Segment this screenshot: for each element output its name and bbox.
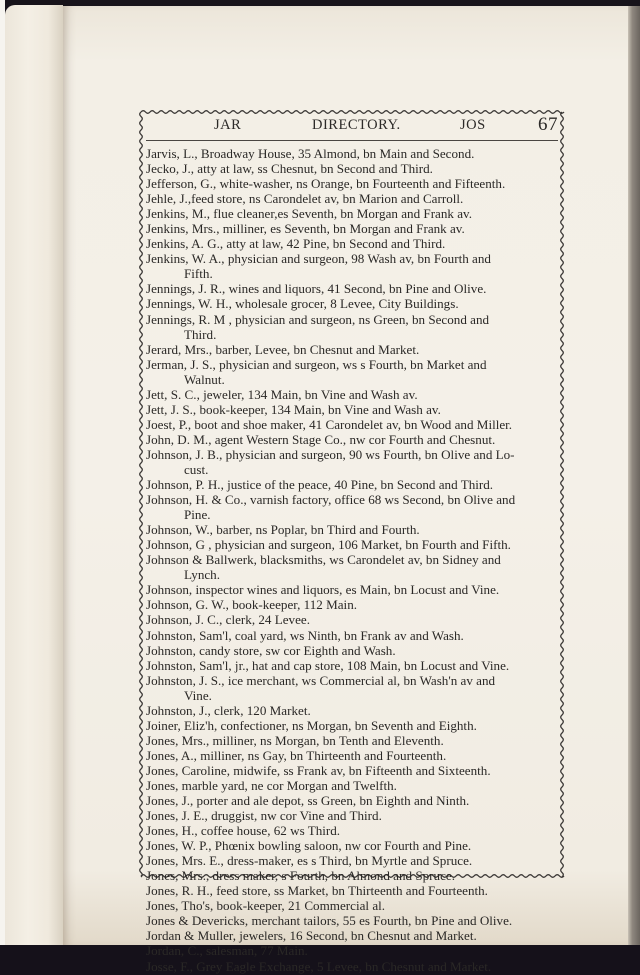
entry-text: Jerard, Mrs., barber, Levee, bn Chesnut and Market. bbox=[146, 341, 420, 357]
directory-entry bbox=[146, 402, 560, 417]
entry-text: Jennings, R. M , physician and surgeon, ns Green, bn Second and bbox=[146, 311, 490, 327]
directory-entry bbox=[146, 718, 560, 733]
entry-continuation: Vine. bbox=[184, 687, 212, 703]
entry-text: Jones, Mrs. E., dress-maker, es s Third, bn Myrtle and Spruce. bbox=[146, 853, 473, 869]
entry-text: John, D. M., agent Western Stage Co., nw cor Fourth and Chesnut. bbox=[146, 431, 496, 447]
entry-text: Johnson, J. C., clerk, 24 Levee. bbox=[146, 612, 311, 628]
directory-entry bbox=[146, 959, 560, 974]
entry-text: Johnston, candy store, sw cor Eighth and Wash. bbox=[146, 642, 396, 658]
directory-entries bbox=[146, 146, 560, 974]
entry-continuation: Lynch. bbox=[184, 567, 221, 583]
entry-continuation: Fifth. bbox=[184, 266, 213, 282]
entry-text: Jones, W. P., Phœnix bowling saloon, nw cor Fourth and Pine. bbox=[146, 838, 472, 854]
entry-text: Jones, A., milliner, ns Gay, bn Thirteenth and Fourteenth. bbox=[146, 747, 447, 763]
directory-entry bbox=[146, 793, 560, 808]
entry-text: Jones & Devericks, merchant tailors, 55 es Fourth, bn Pine and Olive. bbox=[146, 913, 513, 929]
entry-text: Jones, Tho's, book-keeper, 21 Commercial al. bbox=[146, 898, 386, 914]
entry-text: Jones, H., coffee house, 62 ws Third. bbox=[146, 823, 341, 839]
entry-text: Jecko, J., atty at law, ss Chesnut, bn Second and Third. bbox=[146, 161, 433, 177]
entry-text: Johnson, P. H., justice of the peace, 40 Pine, bn Second and Third. bbox=[146, 477, 494, 493]
directory-entry bbox=[146, 161, 560, 176]
directory-entry bbox=[146, 808, 560, 823]
directory-entry bbox=[146, 552, 560, 582]
directory-entry bbox=[146, 342, 560, 357]
directory-entry bbox=[146, 943, 560, 958]
directory-entry bbox=[146, 537, 560, 552]
directory-entry bbox=[146, 236, 560, 251]
entry-text: Jerman, J. S., physician and surgeon, ws s Fourth, bn Market and bbox=[146, 356, 487, 372]
directory-entry bbox=[146, 673, 560, 703]
entry-text: Jennings, J. R., wines and liquors, 41 Second, bn Pine and Olive. bbox=[146, 281, 487, 297]
directory-entry bbox=[146, 432, 560, 447]
page-curl-left bbox=[5, 5, 63, 945]
entry-text: Jones, R. H., feed store, ss Market, bn Thirteenth and Fourteenth. bbox=[146, 883, 488, 899]
directory-entry bbox=[146, 522, 560, 537]
entry-text: Jordan, C., salesman, 77 Main. bbox=[146, 943, 308, 959]
directory-entry bbox=[146, 763, 560, 778]
entry-text: Johnson, W., barber, ns Poplar, bn Third and Fourth. bbox=[146, 522, 420, 538]
entry-text: Johnson, J. B., physician and surgeon, 90 ws Fourth, bn Olive and Lo- bbox=[146, 446, 515, 462]
directory-entry bbox=[146, 733, 560, 748]
border-right bbox=[561, 112, 564, 877]
entry-text: Jehle, J.,feed store, ns Carondelet av, bn Marion and Carroll. bbox=[146, 191, 464, 207]
border-left bbox=[140, 112, 143, 877]
entry-text: Johnson & Ballwerk, blacksmiths, ws Carondelet av, bn Sidney and bbox=[146, 552, 501, 568]
page-number: 67 bbox=[538, 114, 558, 135]
directory-entry bbox=[146, 312, 560, 342]
directory-entry bbox=[146, 643, 560, 658]
entry-text: Johnson, G. W., book-keeper, 112 Main. bbox=[146, 597, 358, 613]
directory-entry bbox=[146, 417, 560, 432]
entry-text: Jefferson, G., white-washer, ns Orange, bn Fourteenth and Fifteenth. bbox=[146, 176, 506, 192]
page-edge-right bbox=[628, 6, 640, 946]
guide-word-left: JAR bbox=[214, 117, 242, 133]
entry-text: Johnson, inspector wines and liquors, es Main, bn Locust and Vine. bbox=[146, 582, 500, 598]
directory-entry bbox=[146, 928, 560, 943]
entry-text: Jenkins, A. G., atty at law, 42 Pine, bn Second and Third. bbox=[146, 236, 446, 252]
directory-entry bbox=[146, 823, 560, 838]
directory-entry bbox=[146, 191, 560, 206]
entry-text: Johnson, G , physician and surgeon, 106 Market, bn Fourth and Fifth. bbox=[146, 537, 511, 553]
entry-text: Joest, P., boot and shoe maker, 41 Carondelet av, bn Wood and Miller. bbox=[146, 416, 513, 432]
directory-entry bbox=[146, 447, 560, 477]
directory-entry bbox=[146, 582, 560, 597]
directory-entry bbox=[146, 703, 560, 718]
directory-entry bbox=[146, 221, 560, 236]
header-rule bbox=[146, 140, 558, 141]
entry-text: Jenkins, W. A., physician and surgeon, 98 Wash av, bn Fourth and bbox=[146, 251, 491, 267]
entry-continuation: Walnut. bbox=[184, 371, 225, 387]
entry-text: Jones, Mrs., dress maker, s Fourth, bn Almond and Spruce. bbox=[146, 868, 455, 884]
border-top bbox=[141, 111, 564, 114]
directory-entry bbox=[146, 206, 560, 221]
entry-text: Jenkins, M., flue cleaner,es Seventh, bn Morgan and Frank av. bbox=[146, 206, 473, 222]
directory-entry bbox=[146, 281, 560, 296]
directory-entry bbox=[146, 597, 560, 612]
directory-entry bbox=[146, 913, 560, 928]
entry-text: Johnston, Sam'l, coal yard, ws Ninth, bn Frank av and Wash. bbox=[146, 627, 464, 643]
directory-entry bbox=[146, 883, 560, 898]
directory-entry bbox=[146, 853, 560, 868]
directory-entry bbox=[146, 868, 560, 883]
directory-entry bbox=[146, 251, 560, 281]
entry-text: Johnston, J. S., ice merchant, ws Commercial al, bn Wash'n av and bbox=[146, 672, 496, 688]
entry-text: Johnson, H. & Co., varnish factory, office 68 ws Second, bn Olive and bbox=[146, 492, 516, 508]
directory-entry bbox=[146, 477, 560, 492]
entry-text: Jett, J. S., book-keeper, 134 Main, bn Vine and Wash av. bbox=[146, 401, 441, 417]
entry-text: Jones, Caroline, midwife, ss Frank av, bn Fifteenth and Sixteenth. bbox=[146, 762, 491, 778]
entry-text: Jordan & Muller, jewelers, 16 Second, bn Chesnut and Market. bbox=[146, 928, 477, 944]
running-head bbox=[146, 115, 558, 137]
entry-text: Jones, J. E., druggist, nw cor Vine and Third. bbox=[146, 808, 382, 824]
entry-text: Jones, marble yard, ne cor Morgan and Twelfth. bbox=[146, 777, 397, 793]
entry-text: Jett, S. C., jeweler, 134 Main, bn Vine and Wash av. bbox=[146, 386, 418, 402]
guide-word-right: JOS bbox=[460, 117, 486, 133]
entry-text: Johnston, J., clerk, 120 Market. bbox=[146, 702, 311, 718]
entry-text: Josse, F., Grey Eagle Exchange, 5 Levee, bn Chesnut and Market. bbox=[146, 958, 492, 974]
entry-text: Jones, J., porter and ale depot, ss Green, bn Eighth and Ninth. bbox=[146, 793, 470, 809]
entry-text: Jennings, W. H., wholesale grocer, 8 Levee, City Buildings. bbox=[146, 296, 459, 312]
directory-entry bbox=[146, 357, 560, 387]
directory-entry bbox=[146, 296, 560, 311]
directory-entry bbox=[146, 492, 560, 522]
directory-entry bbox=[146, 838, 560, 853]
directory-entry bbox=[146, 748, 560, 763]
directory-entry bbox=[146, 778, 560, 793]
entry-text: Jones, Mrs., milliner, ns Morgan, bn Tenth and Eleventh. bbox=[146, 732, 444, 748]
entry-text: Johnston, Sam'l, jr., hat and cap store, 108 Main, bn Locust and Vine. bbox=[146, 657, 510, 673]
entry-text: Jenkins, Mrs., milliner, es Seventh, bn Morgan and Frank av. bbox=[146, 221, 465, 237]
directory-entry bbox=[146, 387, 560, 402]
directory-entry bbox=[146, 146, 560, 161]
entry-text: Joiner, Eliz'h, confectioner, ns Morgan, bn Seventh and Eighth. bbox=[146, 717, 477, 733]
entry-continuation: cust. bbox=[184, 461, 209, 477]
directory-entry bbox=[146, 612, 560, 627]
entry-continuation: Third. bbox=[184, 326, 217, 342]
directory-title: DIRECTORY. bbox=[312, 117, 401, 133]
directory-entry bbox=[146, 628, 560, 643]
entry-text: Jarvis, L., Broadway House, 35 Almond, bn Main and Second. bbox=[146, 146, 475, 161]
entry-continuation: Pine. bbox=[184, 507, 211, 523]
directory-entry bbox=[146, 176, 560, 191]
directory-entry bbox=[146, 898, 560, 913]
directory-entry bbox=[146, 658, 560, 673]
